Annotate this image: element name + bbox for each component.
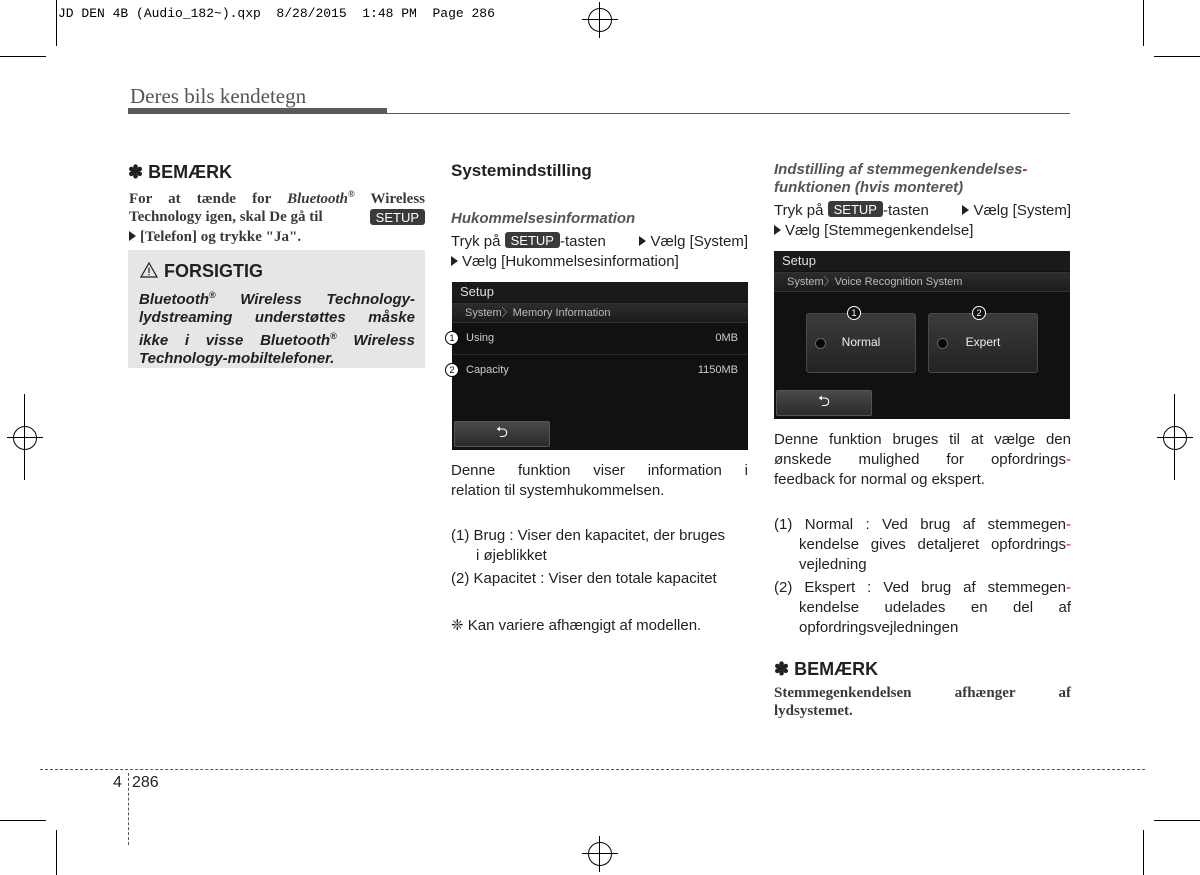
bluetooth-text: Bluetooth [287, 191, 348, 207]
instruction: Tryk på SETUP -tasten Vælg [System] Vælg [Hukommelsesinformation] [451, 233, 748, 270]
section-title: Systemindstilling [451, 161, 592, 180]
back-button[interactable]: ⮌ [454, 421, 550, 447]
header-rule [387, 113, 1070, 114]
memory-row-using [452, 324, 748, 352]
note-text: [Telefon] og trykke "Ja". [140, 229, 302, 245]
callout-number: 1 [847, 306, 861, 320]
callout-number: 1 [445, 331, 459, 345]
arrow-right-icon [129, 231, 136, 241]
description: Denne funktion bruges til at vælge den ønskede mulighed for opfordrings- feedback for normal og ekspert. [774, 431, 1071, 488]
crop-mark [1174, 394, 1175, 480]
crop-mark [1143, 0, 1144, 46]
description: Denne funktion viser information i relation til systemhukommelsen. [451, 462, 748, 499]
footer-rule [40, 769, 1145, 770]
crop-mark [56, 830, 57, 875]
note-text: Wireless [354, 191, 425, 207]
page-header-title: Deres bils kendetegn [130, 84, 307, 108]
crop-mark [0, 820, 46, 821]
screen-breadcrumb: System〉Voice Recognition System [774, 272, 1070, 292]
print-slug: JD DEN 4B (Audio_182~).qxp 8/28/2015 1:48 PM Page 286 [58, 6, 495, 21]
row-value: 1150MB [697, 364, 738, 376]
memory-row-capacity [452, 356, 748, 384]
option-label: Normal [841, 335, 881, 349]
setup-key: SETUP [370, 209, 425, 225]
setup-key: SETUP [828, 201, 883, 217]
back-button[interactable]: ⮌ [776, 390, 872, 416]
note-text: Technology igen, skal De gå til [129, 209, 323, 225]
row-label: Capacity [466, 364, 509, 376]
list-item: (2) Ekspert : Ved brug af stemmegen- kendelse udelades en del af opfordringsvejledningen [774, 579, 1071, 636]
registered-mark: ® [347, 189, 355, 199]
row-value: 0MB [715, 332, 738, 344]
caution-box [128, 250, 425, 368]
note-title: ✽ BEMÆRK [128, 162, 233, 182]
list-item: (1) Brug : Viser den kapacitet, der bruges i øjeblikket [451, 527, 726, 564]
note-title: ✽ BEMÆRK [774, 659, 879, 679]
screen-title: Setup [452, 282, 748, 302]
note-body [129, 185, 425, 246]
caution-text: Bluetooth® Wireless Technology- lydstreaming understøttes måske ikke i visse Bluetooth® Wireless Technology-mobiltelefoner. [139, 290, 415, 367]
crop-mark [24, 394, 25, 480]
subsection-title: Indstilling af stemmegenkendelses- funktionen (hvis monteret) [774, 161, 1028, 196]
warning-icon [140, 262, 158, 278]
chapter-number: 4 [113, 774, 122, 791]
crop-mark [1154, 56, 1200, 57]
crop-mark [56, 0, 57, 46]
header-rule [128, 108, 387, 114]
crop-mark [0, 56, 46, 57]
note-body: Stemmegenkendelsen afhænger af lydsystemet. [774, 685, 1071, 719]
registration-mark-icon [582, 836, 618, 872]
caution-heading [140, 261, 263, 282]
footer-divider [128, 773, 129, 845]
page-number: 286 [132, 774, 159, 791]
setup-key: SETUP [505, 232, 560, 248]
option-normal-button[interactable] [806, 313, 916, 373]
instruction: Tryk på SETUP -tasten Vælg [System] Vælg [Stemmegenkendelse] [774, 202, 1071, 239]
caution-title: FORSIGTIG [164, 261, 263, 281]
memory-info-screenshot [452, 282, 748, 450]
row-label: Using [466, 332, 495, 344]
arrow-right-icon [639, 236, 646, 246]
crop-mark [1154, 820, 1200, 821]
callout-number: 2 [972, 306, 986, 320]
crop-mark [1143, 830, 1144, 875]
registration-mark-icon [582, 2, 618, 38]
footnote: ❈ Kan variere afhængigt af modellen. [451, 617, 702, 634]
arrow-right-icon [774, 225, 781, 235]
voice-recognition-screenshot [774, 251, 1070, 419]
callout-number: 2 [445, 363, 459, 377]
registration-mark-icon [7, 420, 43, 456]
note-text: For at tænde for [129, 191, 271, 207]
option-expert-button[interactable] [928, 313, 1038, 373]
screen-breadcrumb: System〉Memory Information [452, 303, 748, 323]
arrow-right-icon [451, 256, 458, 266]
registration-mark-icon [1157, 420, 1193, 456]
subsection-title: Hukommelsesinformation [451, 210, 636, 227]
list-item: (2) Kapacitet : Viser den totale kapacitet [451, 570, 717, 587]
list-item: (1) Normal : Ved brug af stemmegen- kendelse gives detaljeret opfordrings- vejledning [774, 516, 1071, 573]
option-label: Expert [965, 335, 1001, 349]
screen-title: Setup [774, 251, 1070, 271]
arrow-right-icon [962, 205, 969, 215]
